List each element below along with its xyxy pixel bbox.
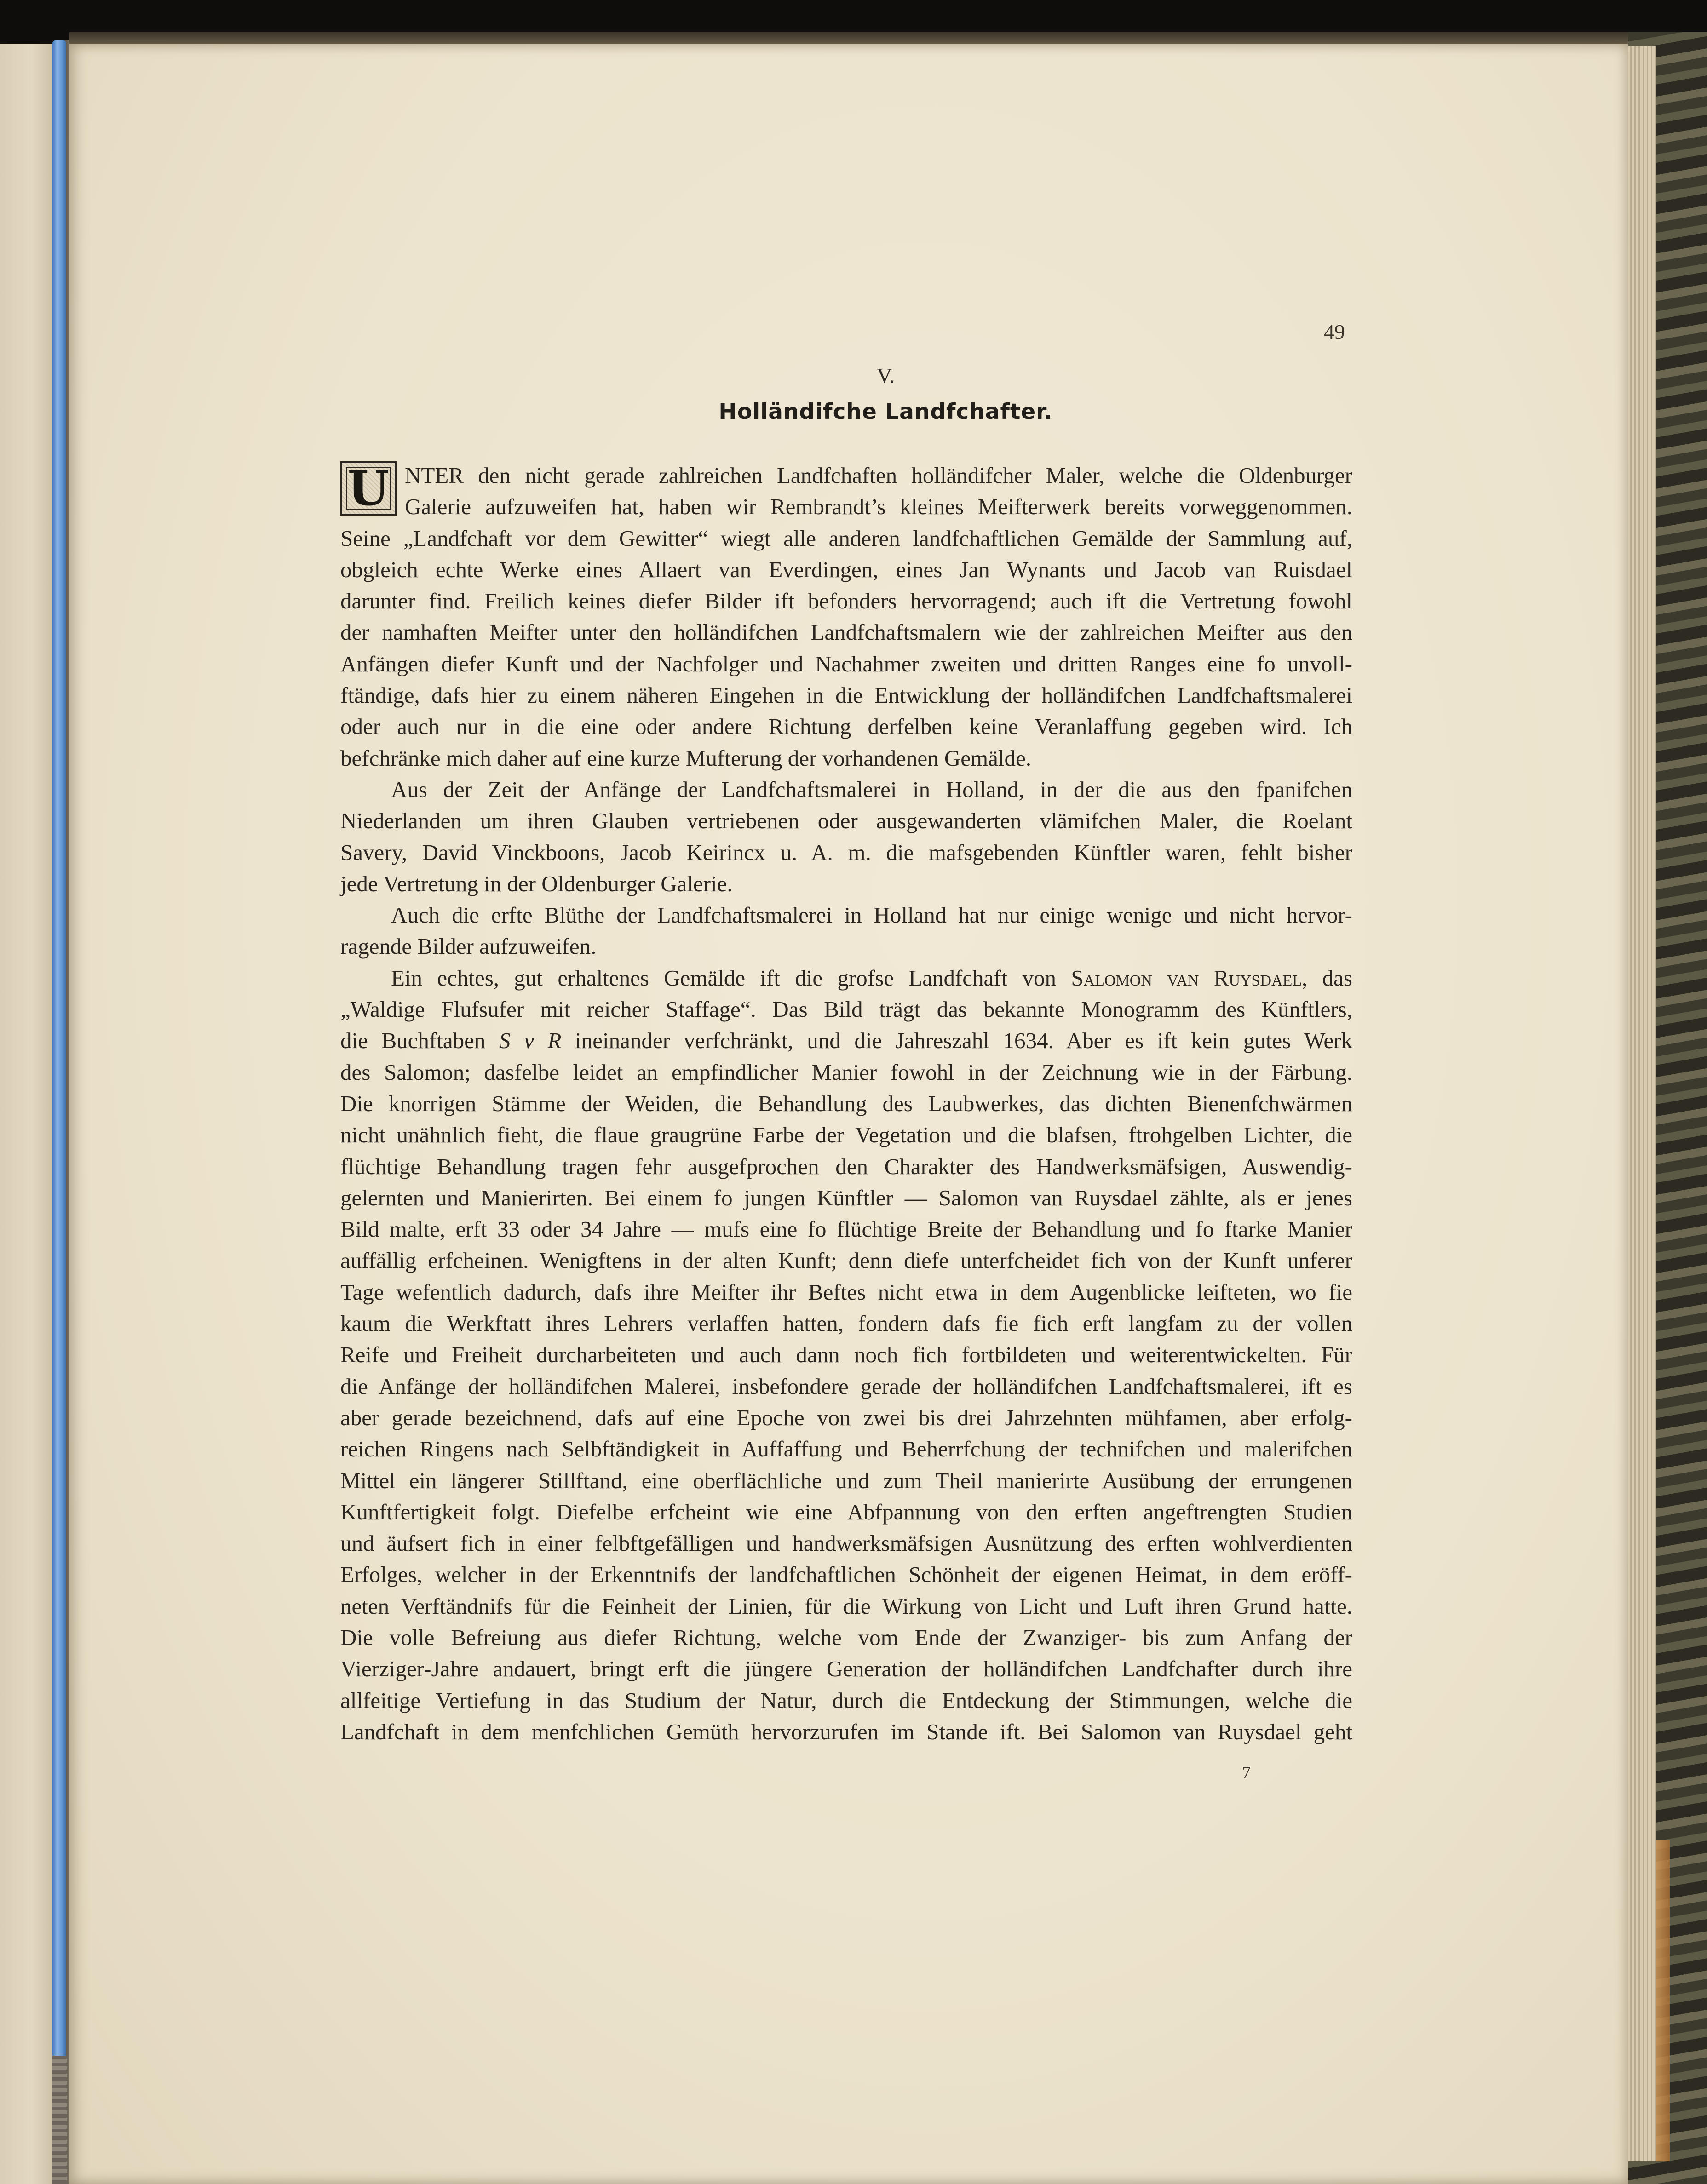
text-line: oder auch nur in die eine oder andere Richtung derfelben keine Veranlaffung gegeben wird. Ich xyxy=(340,714,1352,739)
printer-signature-mark: 7 xyxy=(1242,1763,1251,1783)
text-line xyxy=(340,1025,1352,1056)
text-line: nicht unähnlich fieht, die flaue graugrüne Farbe der Vegetation und die blafsen, ftrohgelben Lichter, die xyxy=(340,1122,1352,1148)
text-line: neten Verftändnifs für die Feinheit der Linien, für die Wirkung von Licht und Luft ihren Grund hatte. xyxy=(340,1593,1352,1619)
text-line: flüchtige Behandlung tragen fehr ausgefprochen den Charakter des Handwerksmäfsigen, Auswendig- xyxy=(340,1153,1352,1179)
text-line: obgleich echte Werke eines Allaert van Everdingen, eines Jan Wynants und Jacob van Ruisdael xyxy=(340,556,1352,582)
text-line: ragende Bilder aufzuweifen. xyxy=(340,934,597,959)
text-line: Seine „Landfchaft vor dem Gewitter“ wiegt alle anderen landfchaftlichen Gemälde der Sammlung auf, xyxy=(340,525,1352,551)
text-line: ftändige, dafs hier zu einem näheren Eingehen in die Entwicklung der holländifchen Landfchaftsmalerei xyxy=(340,682,1352,708)
text-line: kaum die Werkftatt ihres Lehrers verlaffen hatten, fondern dafs fie fich erft langfam zu der vollen xyxy=(340,1311,1352,1336)
text-line: des Salomon; dasfelbe leidet an empfindlicher Manier fowohl in der Zeichnung wie in der Färbung. xyxy=(340,1059,1352,1085)
text-line xyxy=(340,963,1352,994)
text-segment: Ein echtes, gut erhaltenes Gemälde ift die grofse Landfchaft von xyxy=(391,965,1057,991)
text-line: der namhaften Meifter unter den holländifchen Landfchaftsmalern wie der zahlreichen Meifter aus den xyxy=(340,619,1352,645)
text-line: reichen Ringens nach Selbftändigkeit in Auffaffung und Beherrfchung der technifchen und malerifchen xyxy=(340,1436,1352,1462)
monogram-italic: S v R xyxy=(499,1028,562,1054)
text-line: die Anfänge der holländifchen Malerei, insbefondere gerade der holländifchen Landfchaftsmalerei, ift es xyxy=(340,1373,1352,1399)
text-segment: die Buchftaben xyxy=(340,1028,486,1054)
text-line: Anfängen diefer Kunft und der Nachfolger und Nachahmer zweiten und dritten Ranges eine fo unvoll- xyxy=(340,651,1352,676)
text-line: Aus der Zeit der Anfänge der Landfchaftsmalerei in Holland, in der die aus den fpanifchen xyxy=(391,776,1352,802)
text-segment: ineinander verfchränkt, und die Jahreszahl 1634. Aber es ift kein gutes Werk xyxy=(575,1028,1353,1054)
text-segment: , das xyxy=(1302,965,1353,991)
text-line: allfeitige Vertiefung in das Studium der Natur, durch die Entdeckung der Stimmungen, welche die xyxy=(340,1687,1352,1713)
text-line: jede Vertretung in der Oldenburger Galerie. xyxy=(340,871,733,896)
text-line: Mittel ein längerer Stillftand, eine oberflächliche und zum Theil manierirte Ausübung der errungenen xyxy=(340,1467,1352,1493)
bookmark-ribbon xyxy=(52,40,66,2184)
text-line: Niederlanden um ihren Glauben vertriebenen oder ausgewanderten vlämifchen Maler, die Roelant xyxy=(340,808,1352,834)
text-line: Bild malte, erft 33 oder 34 Jahre — mufs eine fo flüchtige Breite der Behandlung und fo ftarke Manier xyxy=(340,1216,1352,1242)
text-line: darunter find. Freilich keines diefer Bilder ift befonders hervorragend; auch ift die Vertretung fowohl xyxy=(340,588,1352,614)
text-line: und äufsert fich in einer felbftgefälligen und handwerksmäfsigen Ausnützung des erften wohlverdienten xyxy=(340,1531,1352,1556)
text-line: Galerie aufzuweifen hat, haben wir Rembrandt’s kleines Meifterwerk bereits vorweggenommen. xyxy=(405,494,1352,520)
text-line: Vierziger-Jahre andauert, bringt erft die jüngere Generation der holländifchen Landfchafter durch ihre xyxy=(340,1656,1352,1682)
text-line: Die knorrigen Stämme der Weiden, die Behandlung des Laubwerkes, das dichten Bienenfchwärmen xyxy=(340,1090,1352,1116)
text-line: auffällig erfcheinen. Wenigftens in der alten Kunft; denn diefe unterfcheidet fich von der Kunft unferer xyxy=(340,1248,1352,1273)
chapter-number: V. xyxy=(877,364,895,387)
text-line: Kunftfertigkeit folgt. Diefelbe erfcheint wie eine Abfpannung von den erften angeftrengten Studien xyxy=(340,1499,1352,1525)
text-line: Die volle Befreiung aus diefer Richtung, welche vom Ende der Zwanziger- bis zum Anfang der xyxy=(340,1624,1352,1650)
text-line: Auch die erfte Blüthe der Landfchaftsmalerei in Holland hat nur einige wenige und nicht hervor- xyxy=(391,902,1352,928)
artist-name-smallcaps: Salomon van Ruysdael xyxy=(1071,965,1302,991)
text-line: Erfolges, welcher in der Erkenntnifs der landfchaftlichen Schönheit der eigenen Heimat, in dem eröff- xyxy=(340,1562,1352,1588)
text-line: gelernten und Manierirten. Bei einem fo jungen Künftler — Salomon van Ruysdael zählte, als er jenes xyxy=(340,1185,1352,1210)
text-line: „Waldige Flufsufer mit reicher Staffage“. Das Bild trägt das bekannte Monogramm des Künftlers, xyxy=(340,997,1352,1022)
text-line: Reife und Freiheit durcharbeiteten und auch dann noch fich fortbildeten und weiterentwickelten. Für xyxy=(340,1342,1352,1368)
text-line: befchränke mich daher auf eine kurze Mufterung der vorhandenen Gemälde. xyxy=(340,745,1031,771)
text-line: Tage wefentlich dadurch, dafs ihre Meifter ihr Beftes nicht etwa in dem Augenblicke leifteten, wo fie xyxy=(340,1279,1352,1305)
text-line: aber gerade bezeichnend, dafs auf eine Epoche von zwei bis drei Jahrzehnten mühfamen, aber erfolg- xyxy=(340,1404,1352,1430)
bookmark-ribbon-end xyxy=(52,2056,67,2184)
page-number: 49 xyxy=(1324,320,1345,344)
chapter-title: Holländifche Landfchafter. xyxy=(718,399,1053,424)
text-line: Savery, David Vinckboons, Jacob Keirincx u. A. m. die mafsgebenden Künftler waren, fehlt bisher xyxy=(340,839,1352,865)
drop-cap-letter: U xyxy=(347,460,390,516)
text-line: Landfchaft in dem menfchlichen Gemüth hervorzurufen im Stande ift. Bei Salomon van Ruysdael geht xyxy=(340,1719,1352,1744)
body-text xyxy=(340,460,1352,1748)
text-line: NTER den nicht gerade zahlreichen Landfchaften holländifcher Maler, welche die Oldenburger xyxy=(405,463,1352,488)
